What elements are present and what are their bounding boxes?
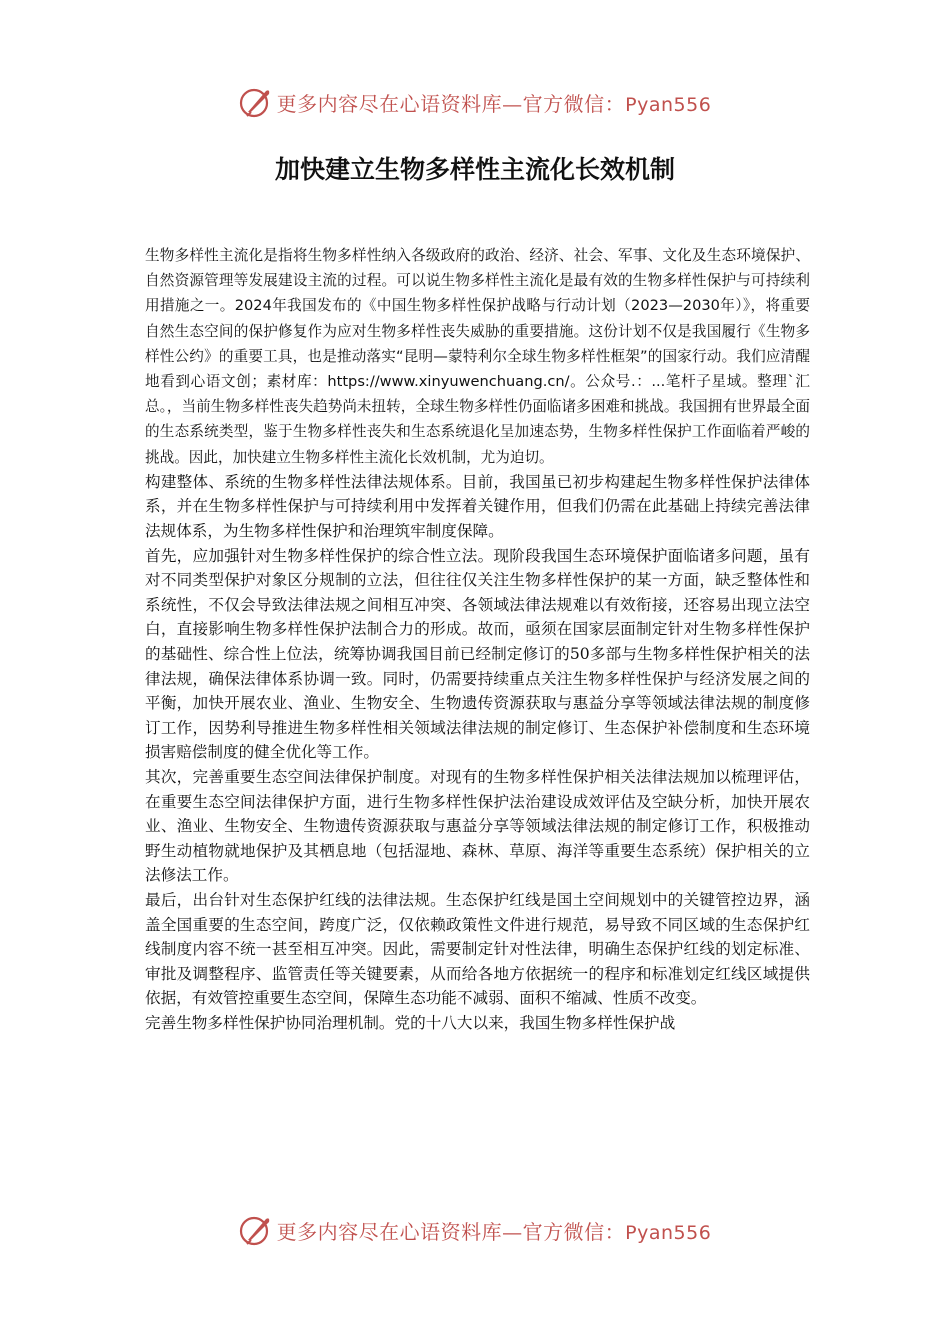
- document-title: 加快建立生物多样性主流化长效机制: [274, 155, 675, 184]
- pen-feather-logo-icon: [239, 1213, 273, 1247]
- document-body: [145, 243, 810, 1035]
- watermark-text: 更多内容尽在心语资料库—官方微信：Pyan556: [276, 1219, 712, 1244]
- watermark-text: 更多内容尽在心语资料库—官方微信：Pyan556: [276, 91, 712, 116]
- body-paragraph: 最后，出台针对生态保护红线的法律法规。生态保护红线是国土空间规划中的关键管控边界，涵盖全国重要的生态空间，跨度广泛，仅依赖政策性文件进行规范，易导致不同区域的生态保护红线制度内容不统一甚至相互冲突。因此，需要制定针对性法律，明确生态保护红线的划定标准、审批及调整程序、监管责任等关键要素，从而给各地方依据统一的程序和标准划定红线区域提供依据，有效管控重要生态空间，保障生态功能不减弱、面积不缩减、性质不改变。: [145, 890, 810, 1008]
- pen-feather-logo-icon: [239, 85, 273, 119]
- footer-watermark: [0, 1210, 950, 1250]
- body-paragraph: 完善生物多样性保护协同治理机制。党的十八大以来，我国生物多样性保护战: [145, 1013, 676, 1032]
- intro-paragraph: 生物多样性主流化是指将生物多样性纳入各级政府的政治、经济、社会、军事、文化及生态环境保护、自然资源管理等发展建设主流的过程。可以说生物多样性主流化是最有效的生物多样性保护与可持续利用措施之一。2024年我国发布的《中国生物多样性保护战略与行动计划（2023—2030年）》，将重要自然生态空间的保护修复作为应对生物多样性丧失威胁的重要措施。这份计划不仅是我国履行《生物多样性公约》的重要工具，也是推动落实“昆明—蒙特利尔全球生物多样性框架”的国家行动。我们应清醒地看到心语文创；素材库：https://www.xinyuwenchuang.cn/。公众号.：...笔杆子星域。整理`汇总。，当前生物多样性丧失趋势尚未扭转，全球生物多样性仍面临诸多困难和挑战。我国拥有世界最全面的生态系统类型，鉴于生物多样性丧失和生态系统退化呈加速态势，生物多样性保护工作面临着严峻的挑战。因此，加快建立生物多样性主流化长效机制，尤为迫切。: [145, 247, 810, 466]
- body-paragraph: 其次，完善重要生态空间法律保护制度。对现有的生物多样性保护相关法律法规加以梳理评估，在重要生态空间法律保护方面，进行生物多样性保护法治建设成效评估及空缺分析，加快开展农业、渔业、生物安全、生物遗传资源获取与惠益分享等领域法律法规的制定修订工作，积极推动野生动植物就地保护及其栖息地（包括湿地、森林、草原、海洋等重要生态系统）保护相关的立法修法工作。: [145, 767, 810, 885]
- header-watermark: [0, 82, 950, 122]
- body-paragraph: 首先，应加强针对生物多样性保护的综合性立法。现阶段我国生态环境保护面临诸多问题，虽有对不同类型保护对象区分规制的立法，但往往仅关注生物多样性保护的某一方面，缺乏整体性和系统性，不仅会导致法律法规之间相互冲突、各领域法律法规难以有效衔接，还容易出现立法空白，直接影响生物多样性保护法制合力的形成。故而，亟须在国家层面制定针对生物多样性保护的基础性、综合性上位法，统筹协调我国目前已经制定修订的50多部与生物多样性保护相关的法律法规，确保法律体系协调一致。同时，仍需要持续重点关注生物多样性保护与经济发展之间的平衡，加快开展农业、渔业、生物安全、生物遗传资源获取与惠益分享等领域法律法规的制度修订工作，因势利导推进生物多样性相关领域法律法规的制定修订、生态保护补偿制度和生态环境损害赔偿制度的健全优化等工作。: [145, 546, 810, 762]
- body-paragraph: 构建整体、系统的生物多样性法律法规体系。目前，我国虽已初步构建起生物多样性保护法律体系，并在生物多样性保护与可持续利用中发挥着关键作用，但我们仍需在此基础上持续完善法律法规体系，为生物多样性保护和治理筑牢制度保障。: [145, 472, 810, 541]
